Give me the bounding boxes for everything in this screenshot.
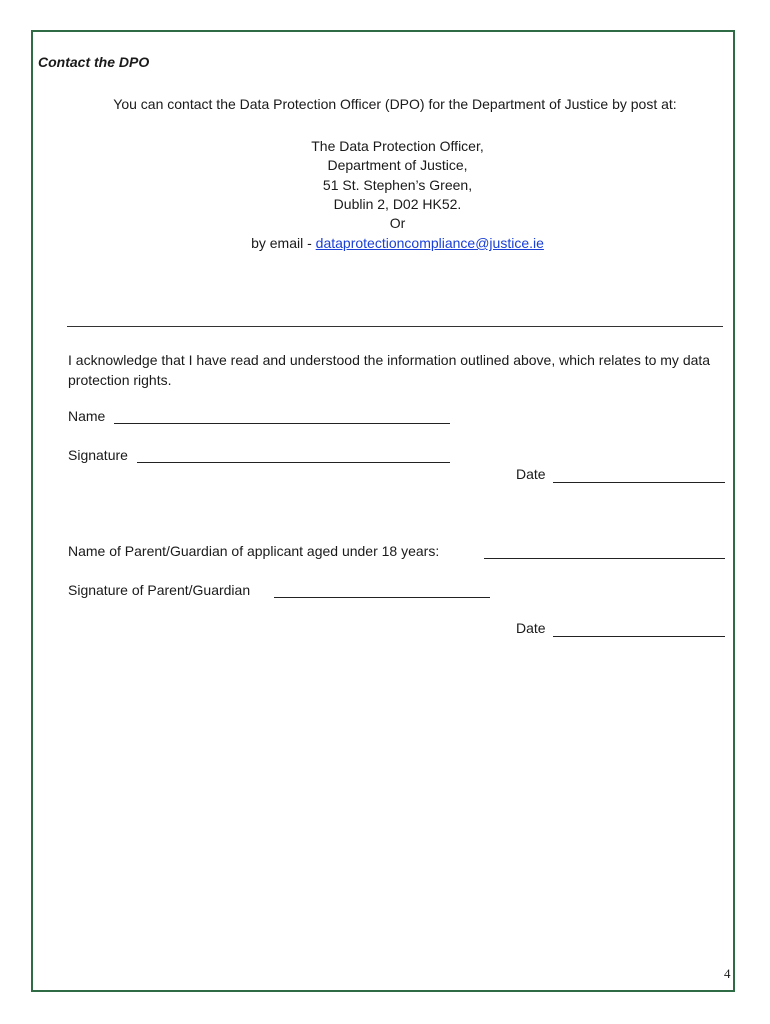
date-field[interactable] [553, 482, 725, 483]
acknowledgement-text: I acknowledge that I have read and understood the information outlined above, which relates to my data protection rights. [68, 352, 711, 388]
guardian-signature-label: Signature of Parent/Guardian [68, 582, 251, 598]
name-label: Name [68, 408, 106, 424]
signature-label: Signature [68, 447, 128, 463]
email-line [0, 235, 770, 251]
signature-field[interactable] [137, 462, 450, 463]
page-number: 4 [724, 966, 731, 981]
guardian-date-label: Date [516, 620, 546, 636]
address-line-3: 51 St. Stephen’s Green, [322, 177, 473, 193]
page-border [31, 30, 735, 992]
address-line-2: Department of Justice, [327, 157, 468, 173]
address-line-1: The Data Protection Officer, [311, 138, 484, 154]
guardian-name-field[interactable] [484, 558, 725, 559]
address-or: Or [389, 215, 406, 231]
email-prefix: by email - [251, 235, 316, 251]
section-divider [67, 326, 723, 327]
guardian-name-label: Name of Parent/Guardian of applicant aged under 18 years: [68, 543, 440, 559]
guardian-signature-field[interactable] [274, 597, 490, 598]
intro-text: You can contact the Data Protection Officer (DPO) for the Department of Justice by post at: [113, 96, 677, 112]
address-line-4: Dublin 2, D02 HK52. [333, 196, 462, 212]
name-field[interactable] [114, 423, 450, 424]
email-link[interactable]: dataprotectioncompliance@justice.ie [315, 235, 544, 251]
date-label: Date [516, 466, 546, 482]
section-heading: Contact the DPO [38, 54, 150, 70]
guardian-date-field[interactable] [553, 636, 725, 637]
